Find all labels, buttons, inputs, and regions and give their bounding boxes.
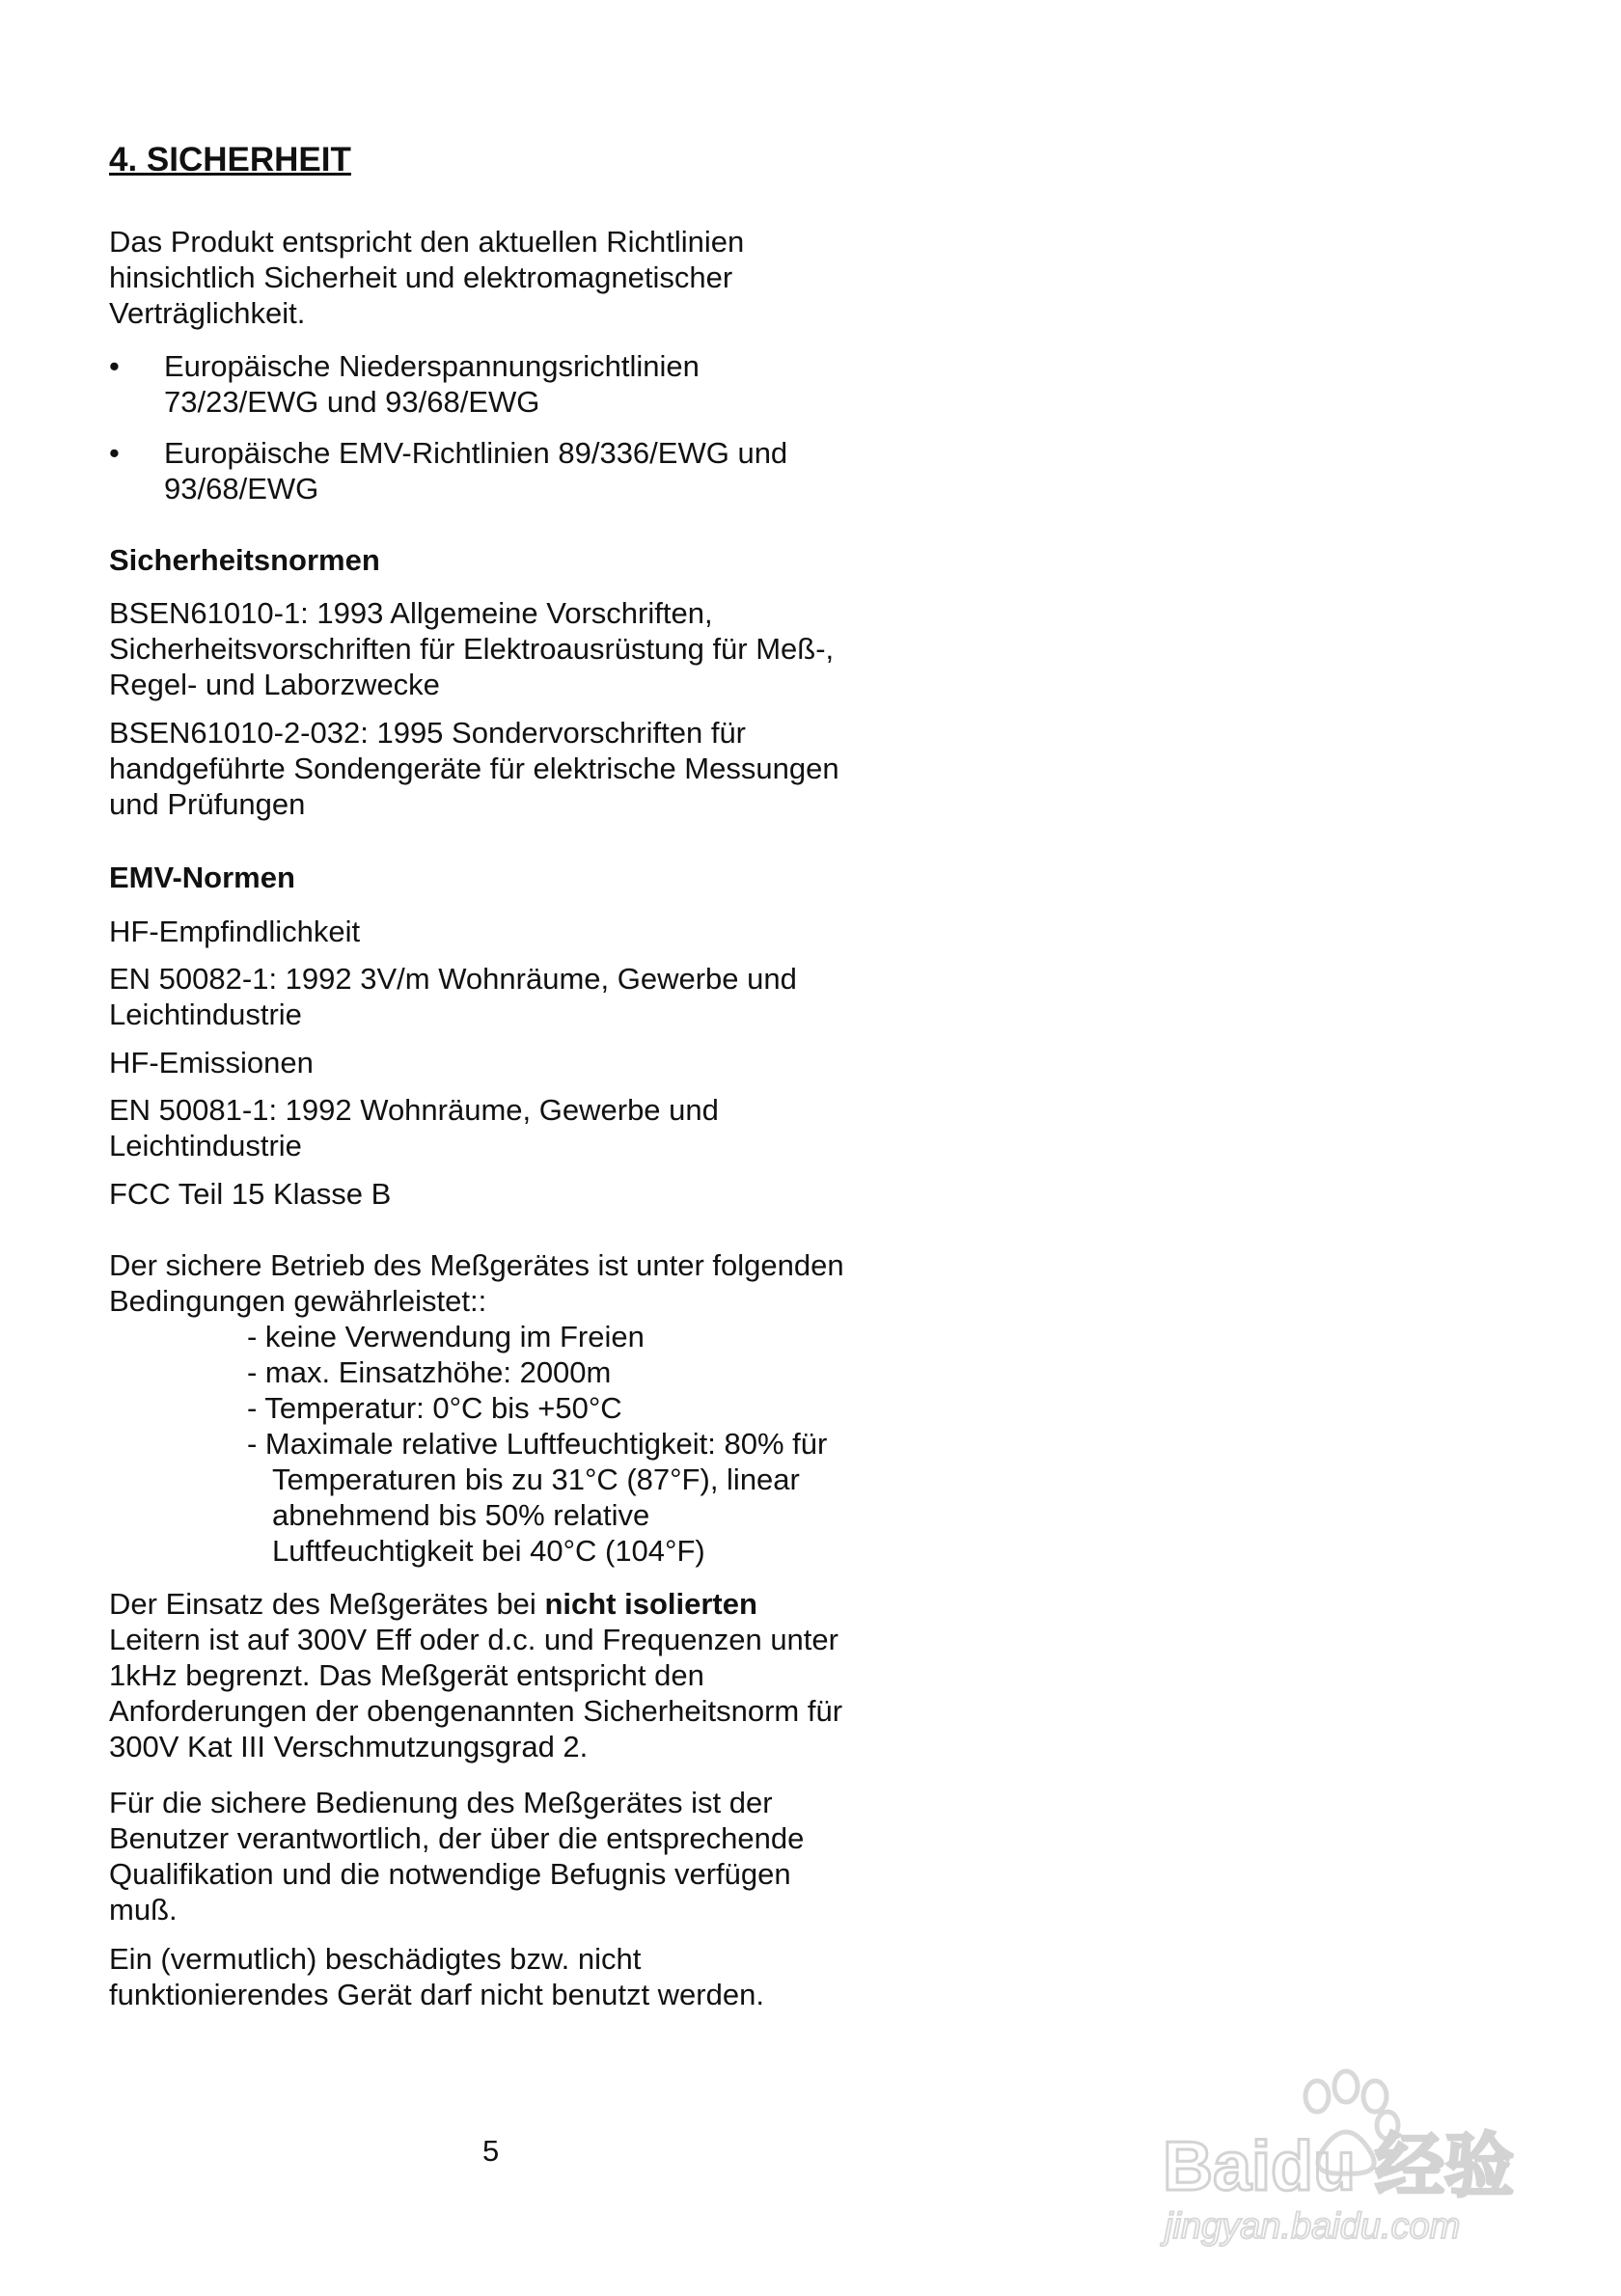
usage-line: [109, 1586, 900, 1622]
conditions-list: [247, 1319, 922, 1569]
responsibility-paragraph: [109, 1785, 900, 1927]
damaged-paragraph: [109, 1941, 900, 2012]
condition-item: - Maximale relative Luftfeuchtigkeit: 80% für: [247, 1427, 828, 1461]
damaged-line: funktionierendes Gerät darf nicht benutzt werden.: [109, 1978, 764, 2011]
intro-line: Das Produkt entspricht den aktuellen Richtlinien: [109, 225, 745, 259]
emv-paragraph: [109, 1045, 900, 1080]
usage-line: Anforderungen der obengenannten Sicherheitsnorm für: [109, 1694, 843, 1728]
operation-intro: [109, 1247, 900, 1319]
emv-line: HF-Empfindlichkeit: [109, 915, 361, 948]
operation-line: Bedingungen gewährleistet::: [109, 1284, 487, 1318]
bullet-item: [109, 348, 900, 420]
bullet-icon: •: [109, 436, 120, 470]
condition-item-continued: Luftfeuchtigkeit bei 40°C (104°F): [272, 1534, 705, 1568]
condition-item-continued: abnehmend bis 50% relative: [272, 1498, 650, 1532]
emv-line: HF-Emissionen: [109, 1046, 314, 1080]
usage-line: 300V Kat III Verschmutzungsgrad 2.: [109, 1730, 589, 1763]
watermark-brand: Baidu 经验: [1163, 2128, 1515, 2205]
condition-item: - Temperatur: 0°C bis +50°C: [247, 1391, 622, 1425]
page-number: 5: [482, 2134, 500, 2168]
baidu-watermark-icon: [1153, 2060, 1558, 2253]
damaged-line: Ein (vermutlich) beschädigtes bzw. nicht: [109, 1942, 642, 1976]
bullet-line: 73/23/EWG und 93/68/EWG: [164, 385, 540, 419]
emv-line: Leichtindustrie: [109, 998, 302, 1031]
bullet-item: [109, 435, 900, 506]
emv-heading: EMV-Normen: [109, 861, 295, 894]
bullet-icon: •: [109, 349, 120, 383]
condition-item: - keine Verwendung im Freien: [247, 1320, 645, 1353]
responsibility-line: Benutzer verantwortlich, der über die entsprechende: [109, 1821, 805, 1855]
safety-line: Sicherheitsvorschriften für Elektroausrüstung für Meß-,: [109, 632, 835, 666]
intro-line: hinsichtlich Sicherheit und elektromagnetischer: [109, 260, 733, 294]
emv-paragraph: [109, 961, 900, 1032]
safety-line: BSEN61010-2-032: 1995 Sondervorschriften für: [109, 716, 747, 750]
usage-line: Leitern ist auf 300V Eff oder d.c. und Frequenzen unter: [109, 1623, 838, 1656]
responsibility-line: Für die sichere Bedienung des Meßgerätes ist der: [109, 1786, 773, 1819]
safety-heading: Sicherheitsnormen: [109, 543, 380, 577]
bullet-line: 93/68/EWG: [164, 472, 319, 506]
usage-line: 1kHz begrenzt. Das Meßgerät entspricht den: [109, 1658, 704, 1692]
watermark-url: jingyan.baidu.com: [1165, 2206, 1461, 2247]
responsibility-line: Qualifikation und die notwendige Befugnis verfügen: [109, 1857, 791, 1891]
bullet-line: Europäische Niederspannungsrichtlinien: [164, 349, 700, 383]
emv-line: FCC Teil 15 Klasse B: [109, 1177, 392, 1211]
usage-prefix: Der Einsatz des Meßgerätes bei: [109, 1587, 545, 1621]
emv-line: Leichtindustrie: [109, 1129, 302, 1162]
usage-paragraph: [109, 1586, 900, 1764]
emv-paragraph: [109, 914, 900, 949]
intro-line: Verträglichkeit.: [109, 296, 306, 330]
safety-paragraph: [109, 595, 900, 702]
emv-paragraph: [109, 1176, 900, 1212]
condition-item: - max. Einsatzhöhe: 2000m: [247, 1355, 612, 1389]
safety-line: Regel- und Laborzwecke: [109, 668, 440, 701]
intro-paragraph: [109, 224, 900, 331]
safety-line: und Prüfungen: [109, 787, 306, 821]
safety-line: handgeführte Sondengeräte für elektrische Messungen: [109, 752, 839, 785]
bullet-line: Europäische EMV-Richtlinien 89/336/EWG und: [164, 436, 788, 470]
responsibility-line: muß.: [109, 1893, 178, 1927]
emv-line: EN 50082-1: 1992 3V/m Wohnräume, Gewerbe und: [109, 962, 797, 996]
operation-line: Der sichere Betrieb des Meßgerätes ist unter folgenden: [109, 1248, 844, 1282]
section-title: 4. SICHERHEIT: [109, 141, 351, 178]
emv-paragraph: [109, 1092, 900, 1163]
condition-item-continued: Temperaturen bis zu 31°C (87°F), linear: [272, 1462, 800, 1496]
emv-line: EN 50081-1: 1992 Wohnräume, Gewerbe und: [109, 1093, 719, 1127]
safety-paragraph: [109, 715, 900, 822]
usage-bold: nicht isolierten: [544, 1587, 757, 1621]
safety-line: BSEN61010-1: 1993 Allgemeine Vorschriften,: [109, 596, 713, 630]
